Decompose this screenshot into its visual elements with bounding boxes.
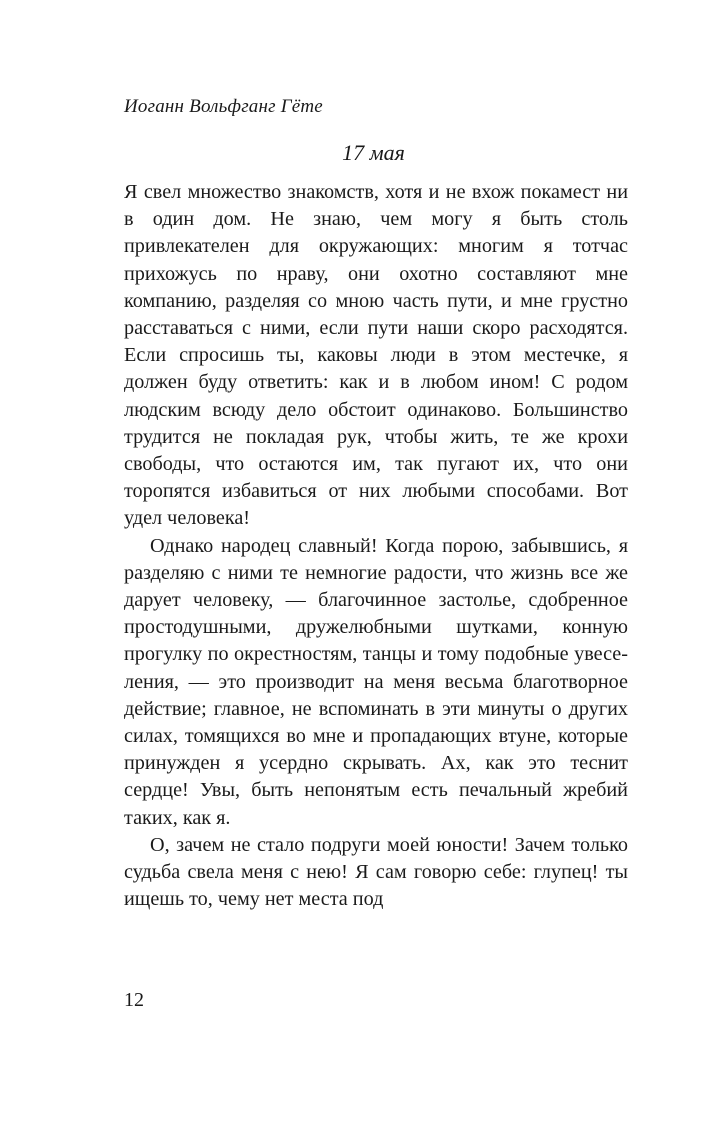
running-head: Иоганн Вольфганг Гёте xyxy=(124,96,323,117)
paragraph-1: Я свел множество знакомств, хотя и не вхож покамест ни в один дом. Не знаю, чем могу я быть столь привлекателен для окружающих: многим я тотчас прихожусь по нраву, они охотно составляют мне компанию, разделяя со мною часть пути, и мне грустно расставаться с ними, если пути наши скоро расходятся. Если спросишь ты, каковы люди в этом местечке, я должен буду ответить: как и в любом ином! С родом людским всюду дело обстоит одинаково. Большинство трудится не покладая рук, чтобы жить, те же крохи свободы, что остаются им, так пугают их, что они торопятся избавиться от них любыми способами. Вот удел человека! xyxy=(124,181,628,530)
body-text xyxy=(124,179,628,913)
page-number: 12 xyxy=(124,989,144,1011)
paragraph-2: Однако народец славный! Когда порою, забывшись, я разделяю с ними те немногие радости, что жизнь все же дарует человеку, — благочинное застолье, сдобренное простодушными, дружелюбными шутками, конную прогулку по окрестностям, танцы и тому подобные увеселения, — это производит на меня весьма благотворное действие; главное, не вспоминать в эти минуты о других силах, томящихся во мне и пропадающих втуне, которые принужден я усердно скрывать. Ах, как это теснит сердце! Увы, быть непонятым есть печальный жребий таких, как я. xyxy=(124,534,628,829)
entry-date-heading: 17 мая xyxy=(342,140,405,165)
paragraph-3: О, зачем не стало подруги моей юности! Зачем только судьба свела меня с нею! Я сам говорю себе: глупец! ты ищешь то, чему нет места под xyxy=(124,833,628,911)
